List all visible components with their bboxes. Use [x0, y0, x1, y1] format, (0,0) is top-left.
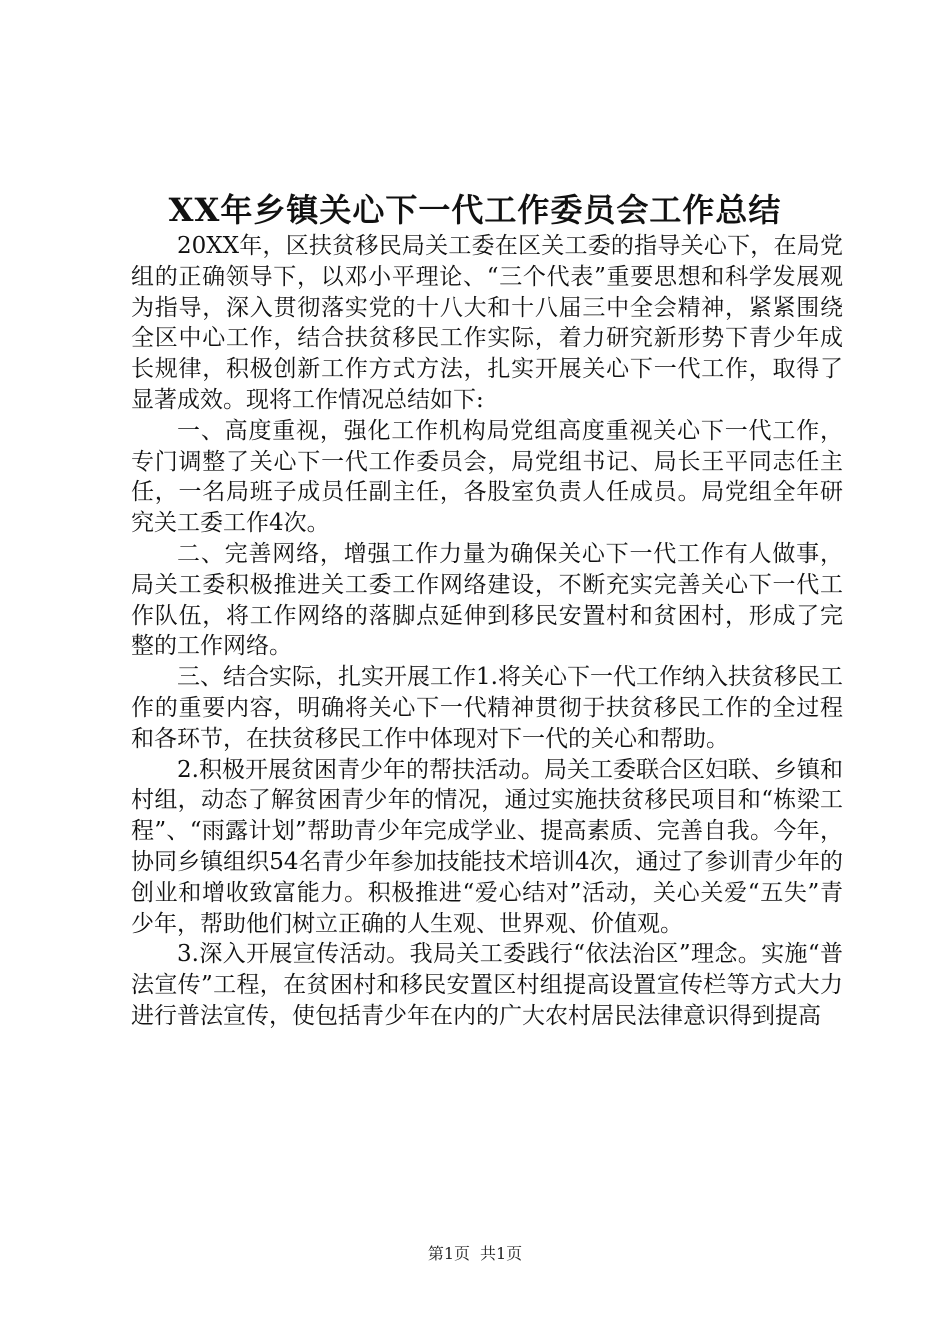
- document-body: [131, 231, 843, 1032]
- paragraph-section-3-item-2: 2.积极开展贫困青少年的帮扶活动。局关工委联合区妇联、乡镇和村组，动态了解贫困青少年的情况，通过实施扶贫移民项目和“栋梁工程”、“雨露计划”帮助青少年完成学业、提高素质、完善自我。今年，协同乡镇组织54名青少年参加技能技术培训4次，通过了参训青少年的创业和增收致富能力。积极推进“爱心结对”活动，关心关爱“五失”青少年，帮助他们树立正确的人生观、世界观、价值观。: [131, 756, 843, 937]
- page-total: 共1页: [480, 1244, 523, 1263]
- paragraph-section-1: 一、高度重视，强化工作机构局党组高度重视关心下一代工作，专门调整了关心下一代工作委员会，局党组书记、局长王平同志任主任，一名局班子成员任副主任，各股室负责人任成员。局党组全年研究关工委工作4次。: [131, 417, 843, 537]
- paragraph-section-3-item-3: 3.深入开展宣传活动。我局关工委践行“依法治区”理念。实施“普法宣传”工程，在贫困村和移民安置区村组提高设置宣传栏等方式大力进行普法宣传，使包括青少年在内的广大农村居民法律意识得到提高: [131, 941, 843, 1029]
- paragraph-section-2: 二、完善网络，增强工作力量为确保关心下一代工作有人做事，局关工委积极推进关工委工作网络建设，不断充实完善关心下一代工作队伍，将工作网络的落脚点延伸到移民安置村和贫困村，形成了完整的工作网络。: [131, 540, 843, 660]
- page-footer: [0, 1242, 950, 1266]
- paragraph-intro: 20XX年，区扶贫移民局关工委在区关工委的指导关心下，在局党组的正确领导下，以邓小平理论、“三个代表”重要思想和科学发展观为指导，深入贯彻落实党的十八大和十八届三中全会精神，紧紧围绕全区中心工作，结合扶贫移民工作实际，着力研究新形势下青少年成长规律，积极创新工作方式方法，扎实开展关心下一代工作，取得了显著成效。现将工作情况总结如下:: [131, 233, 843, 413]
- paragraph-section-3: 三、结合实际，扎实开展工作1.将关心下一代工作纳入扶贫移民工作的重要内容，明确将关心下一代精神贯彻于扶贫移民工作的全过程和各环节，在扶贫移民工作中体现对下一代的关心和帮助。: [131, 664, 843, 752]
- document-title: XX年乡镇关心下一代工作委员会工作总结: [168, 191, 782, 229]
- page-number: 第1页: [427, 1244, 470, 1263]
